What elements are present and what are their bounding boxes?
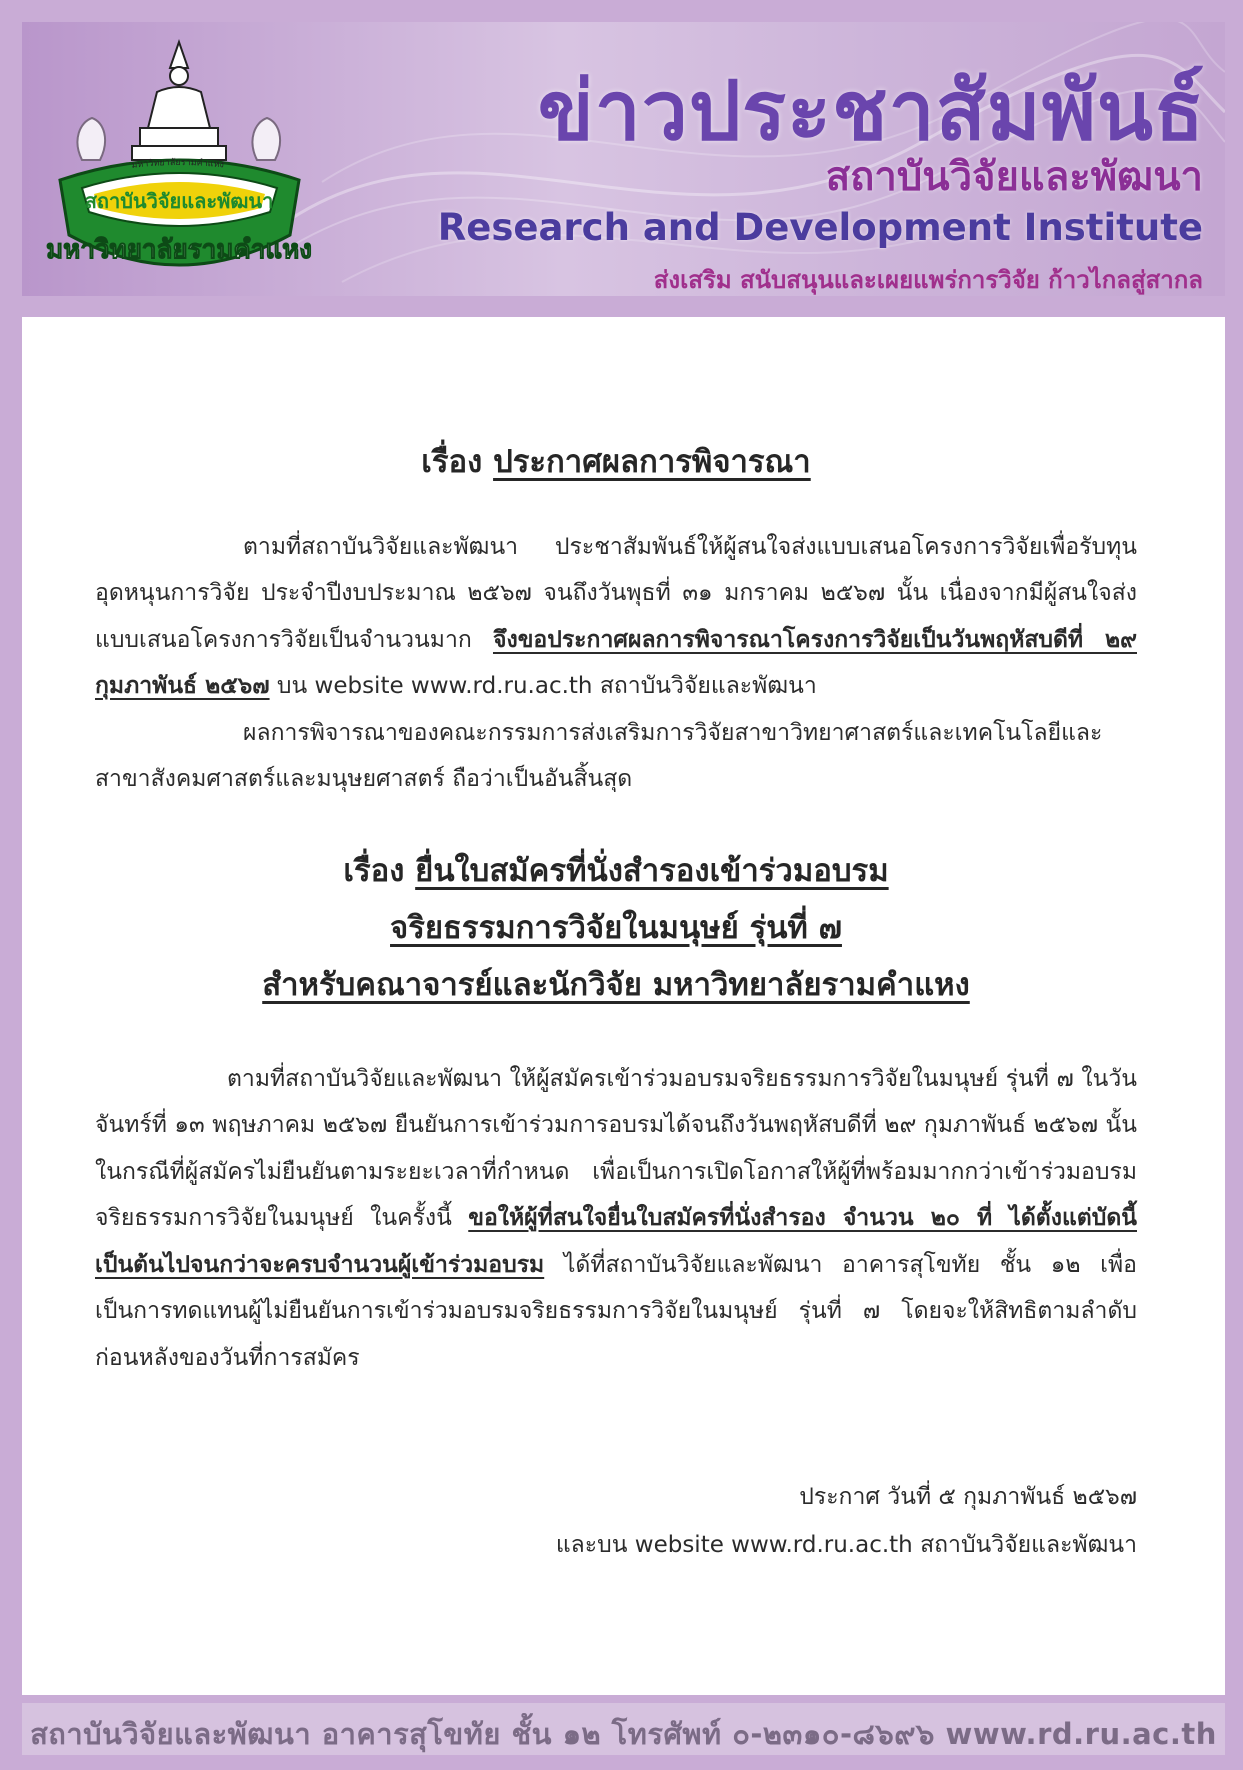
section1-p1-text-a: ตามที่สถาบันวิจัยและพัฒนา ประชาสัมพันธ์ให้ผู้สนใจส่งแบบเสนอโครงการวิจัยเพื่อรับทุนอุดหนุนการวิจัย ประจำปีงบประมาณ ๒๕๖๗ จนถึงวันพุธที่ ๓๑ มกราคม ๒๕๖๗ นั้น เนื่องจากมีผู้สนใจส่งแบบเสนอโครงการวิจัยเป็นจำนวนมาก bbox=[95, 533, 1137, 653]
section1-p1-text-c: บน website www.rd.ru.ac.th สถาบันวิจัยและพัฒนา bbox=[269, 673, 817, 699]
banner-slogan: ส่งเสริม สนับสนุนและเผยแพร่การวิจัย ก้าวไกลสู่สากล bbox=[653, 266, 1203, 294]
section1-heading-title: ประกาศผลการพิจารณา bbox=[493, 444, 811, 480]
banner-institute-english: Research and Development Institute bbox=[437, 206, 1203, 249]
announcement-paper bbox=[22, 317, 1225, 1695]
banner-title: ข่าวประชาสัมพันธ์ bbox=[537, 64, 1205, 159]
university-logo bbox=[42, 30, 317, 292]
section2-heading bbox=[95, 843, 1137, 1014]
footer-contact-text: สถาบันวิจัยและพัฒนา อาคารสุโขทัย ชั้น ๑๒ โทรศัพท์ ๐-๒๓๑๐-๘๖๙๖ www.rd.ru.ac.th bbox=[30, 1717, 1217, 1751]
logo-plaque-text: มหาวิทยาลัยรามคำแหง bbox=[46, 235, 312, 265]
section2-heading-line1 bbox=[95, 843, 1137, 900]
footer-bar bbox=[22, 1703, 1225, 1755]
section2-heading-line2 bbox=[95, 900, 1137, 957]
section2-p-text-c: ได้ที่สถาบันวิจัยและพัฒนา อาคารสุโขทัย ชั้น ๑๒ เพื่อเป็นการทดแทนผู้ไม่ยืนยันการเข้าร่วมอบรมจริยธรรมการวิจัยในมนุษย์ รุ่นที่ ๗ โดยจะให้สิทธิตามลำดับก่อนหลังของวันที่การสมัคร bbox=[95, 1251, 1137, 1371]
section2-p-emphasis: ขอให้ผู้ที่สนใจยื่นใบสมัครที่นั่งสำรอง จำนวน ๒๐ ที่ ได้ตั้งแต่บัดนี้เป็นต้นไปจนกว่าจะครบจำนวนผู้เข้าร่วมอบรม bbox=[95, 1205, 1137, 1278]
signature-date: ประกาศ วันที่ ๕ กุมภาพันธ์ ๒๕๖๗ bbox=[799, 1484, 1137, 1510]
banner-institute-thai: สถาบันวิจัยและพัฒนา bbox=[825, 154, 1203, 200]
logo-ribbon-text: สถาบันวิจัยและพัฒนา bbox=[84, 189, 274, 213]
header-banner bbox=[22, 22, 1225, 296]
section1-p1-emphasis: จึงขอประกาศผลการพิจารณาโครงการวิจัยเป็นวันพฤหัสบดีที่ ๒๙ กุมภาพันธ์ ๒๕๖๗ bbox=[95, 626, 1137, 699]
signature-website: และบน website www.rd.ru.ac.th สถาบันวิจัยและพัฒนา bbox=[555, 1532, 1137, 1558]
left-ornament-icon bbox=[77, 118, 105, 160]
section2-heading-title-1: ยื่นใบสมัครที่นั่งสำรองเข้าร่วมอบรม bbox=[415, 852, 889, 889]
right-ornament-icon bbox=[252, 118, 280, 160]
king-statue-icon bbox=[132, 42, 226, 160]
section1-heading-prefix: เรื่อง bbox=[421, 444, 494, 480]
section2-p-text-a: ตามที่สถาบันวิจัยและพัฒนา ให้ผู้สมัครเข้าร่วมอบรมจริยธรรมการวิจัยในมนุษย์ รุ่นที่ ๗ ในวันจันทร์ที่ ๑๓ พฤษภาคม ๒๕๖๗ ยืนยันการเข้าร่วมการอบรมได้จนถึงวันพฤหัสบดีที่ ๒๙ กุมภาพันธ์ ๒๕๖๗ นั้น ในกรณีที่ผู้สมัครไม่ยืนยันตามระยะเวลาที่กำหนด เพื่อเป็นการเปิดโอกาสให้ผู้ที่พร้อมมากกว่าเข้าร่วมอบรมจริยธรรมการวิจัยในมนุษย์ ในครั้งนี้ bbox=[95, 1065, 1137, 1231]
section1-heading bbox=[95, 439, 1137, 486]
section2-heading-line3 bbox=[95, 957, 1137, 1014]
announcement-content bbox=[95, 317, 1137, 1569]
logo-arc-text: มหาวิทยาลัยรามคำแหง bbox=[130, 157, 225, 171]
section2-heading-title-3: สำหรับคณาจารย์และนักวิจัย มหาวิทยาลัยรามคำแหง bbox=[262, 966, 970, 1003]
section2-heading-title-2: จริยธรรมการวิจัยในมนุษย์ รุ่นที่ ๗ bbox=[390, 909, 842, 946]
section2-heading-prefix: เรื่อง bbox=[343, 852, 416, 889]
signature-block bbox=[95, 1473, 1137, 1569]
section2-paragraph bbox=[95, 1056, 1137, 1382]
section1-paragraph1 bbox=[95, 524, 1137, 710]
section1-paragraph2: ผลการพิจารณาของคณะกรรมการส่งเสริมการวิจัยสาขาวิทยาศาสตร์และเทคโนโลยีและสาขาสังคมศาสตร์และมนุษยศาสตร์ ถือว่าเป็นอันสิ้นสุด bbox=[95, 719, 1103, 792]
